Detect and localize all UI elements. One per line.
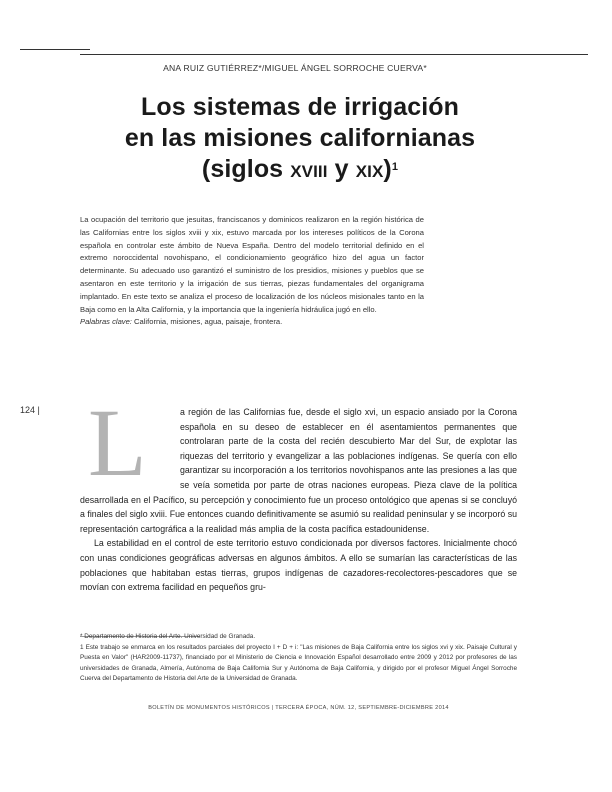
title-century-xviii: XVIII — [290, 162, 328, 181]
title-line-3 — [70, 154, 530, 187]
title-line-3-post: ) — [383, 155, 392, 183]
title-line-3-mid: y — [327, 155, 356, 183]
drop-cap: L — [88, 389, 147, 496]
body-paragraph-1 — [80, 389, 517, 536]
keywords — [80, 316, 424, 329]
body-paragraph-1-text: a región de las Californias fue, desde el siglo xvi, un espacio ansiado por la Corona española en su deseo de establecer en él asentamientos permanentes que controlaran parte de la costa del recién descubierto Mar del Sur, de explotar las riquezas del territorio y evangelizar a las poblaciones indígenas. Se quería con ello garantizar su incorporación a los territorios novohispanos ante las presiones a las que se veía sometida por parte de otras naciones europeas. Pieza clave de la política desarrollada en el Pacífico, su percepción y conocimiento fue un proceso ontológico que apenas si se concluyó a finales del siglo xviii. Fue entonces cuando definitivamente se asumió su realidad peninsular y se incorporó su representación cartográfica a la realidad más amplia de la costa pacífica estadounidense. — [80, 407, 517, 534]
keywords-list: California, misiones, agua, paisaje, frontera. — [131, 317, 283, 327]
abstract-text: La ocupación del territorio que jesuitas, franciscanos y dominicos realizaron en la región histórica de las Californias entre los siglos xviii y xix, estuvo marcada por los intereses políticos de la Corona española en controlar este ámbito de Nueva España. Dentro del modelo territorial definido en el extremo noroccidental novohispano, el condicionamiento geográfico hizo del agua un factor determinante. Su adecuado uso garantizó el suministro de los presidios, misiones y pueblos que se asentaron en este territorio y la irrigación de sus tierras, piezas fundamentales del organigrama implantado. En este texto se analiza el proceso de localización de los núcleos misionales tanto en la Baja como en la Alta California, y la importancia que la ingeniería hidráulica jugó en ello. — [80, 215, 424, 314]
author-line: ANA RUIZ GUTIÉRREZ*/MIGUEL ÁNGEL SORROCHE CUERVA* — [163, 63, 427, 73]
abstract — [80, 214, 424, 329]
title-line-2: en las misiones californianas — [124, 124, 476, 152]
footnotes — [80, 632, 517, 685]
header-rule-left — [20, 49, 90, 50]
title-footnote-ref: 1 — [391, 161, 399, 173]
page-number: 124 | — [20, 405, 40, 415]
title-line-1: Los sistemas de irrigación — [141, 93, 459, 121]
footnote-affiliation: * Departamento de Historia del Arte. Universidad de Granada. — [80, 633, 256, 640]
article-title — [70, 92, 530, 187]
title-century-xix: XIX — [355, 162, 384, 181]
title-line-3-pre: (siglos — [201, 155, 291, 183]
header-rule-main — [80, 54, 588, 55]
keywords-label: Palabras clave: — [80, 317, 132, 327]
body-paragraph-2: La estabilidad en el control de este territorio estuvo condicionada por diversos factores. Inicialmente chocó con unas condiciones geográficas adversas en algunos ámbitos. A ello se sumarían las características de las poblaciones que habitaban estas tierras, grupos indígenas de cazadores-recolectores-pescadores que se movían con extrema facilidad en pequeños gru- — [80, 538, 517, 593]
journal-footer: BOLETÍN DE MONUMENTOS HISTÓRICOS | TERCERA ÉPOCA, NÚM. 12, SEPTIEMBRE-DICIEMBRE 2014 — [148, 705, 449, 711]
footnote-1: 1 Este trabajo se enmarca en los resultados parciales del proyecto I + D + i: "Las misiones de Baja California entre los siglos xvi y xix. Paisaje Cultural y Puesta en Valor" (HAR2009-11737), financiado por el Ministerio de Ciencia e Innovación Español desarrollado entre 2009 y 2012 por profesores de las universidades de Granada, Almería, Autónoma de Baja California Sur y Autónoma de Baja California, y dirigido por el profesor Miguel Ángel Sorroche Cuerva del Departamento de Historia del Arte de la Universidad de Granada. — [80, 643, 517, 682]
body-text — [80, 389, 517, 595]
